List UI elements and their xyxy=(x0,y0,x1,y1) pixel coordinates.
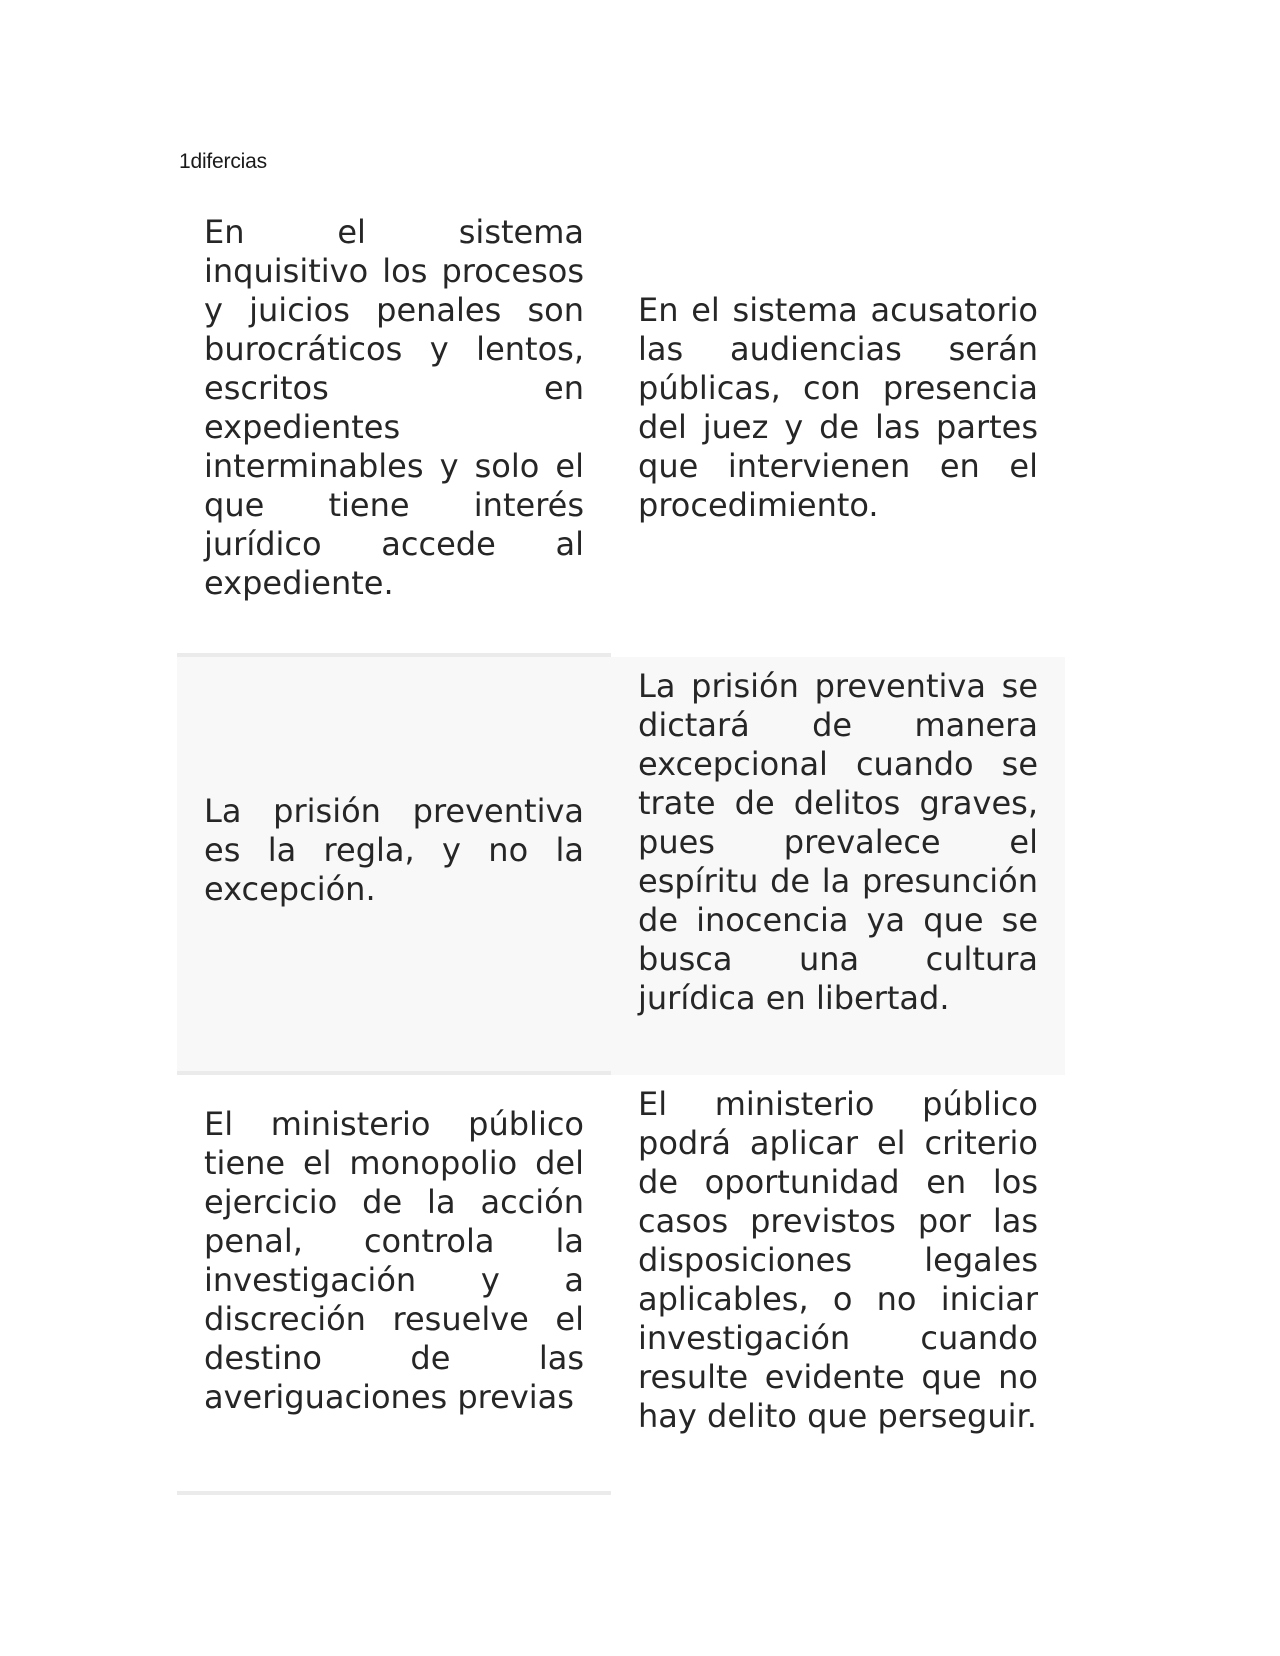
cell-text: En el sistema acusatorio las audiencias serán públicas, con presencia del juez y de las partes que intervienen en el procedimiento. xyxy=(638,291,1038,524)
cell-text: El ministerio público tiene el monopolio del ejercicio de la acción penal, controla la investigación y a discreción resuelve el destino de las averiguaciones previas xyxy=(204,1105,584,1416)
table-cell-accusatory xyxy=(611,205,1065,657)
cell-text: La prisión preventiva se dictará de manera excepcional cuando se trate de delitos graves, pues prevalece el espíritu de la presunción de inocencia ya que se busca una cultura jurídica en libertad. xyxy=(638,667,1038,1017)
cell-text: La prisión preventiva es la regla, y no la excepción. xyxy=(204,791,584,908)
comparison-table xyxy=(177,205,1065,1495)
table-cell-accusatory xyxy=(611,657,1065,1075)
document-title: 1difercias xyxy=(179,150,267,173)
table-cell-inquisitive xyxy=(177,1075,611,1495)
table-cell-accusatory xyxy=(611,1075,1065,1495)
table-row xyxy=(177,657,1065,1075)
cell-text: El ministerio público podrá aplicar el criterio de oportunidad en los casos previstos por las disposiciones legales aplicables, o no iniciar investigación cuando resulte evidente que no hay delito que perseguir. xyxy=(638,1085,1038,1435)
table-cell-inquisitive xyxy=(177,205,611,657)
table-cell-inquisitive xyxy=(177,657,611,1075)
cell-text: En el sistema inquisitivo los procesos y juicios penales son burocráticos y lentos, escritos en expedientes interminables y solo el que tiene interés jurídico accede al expediente. xyxy=(204,213,584,602)
table-row xyxy=(177,205,1065,657)
table-row xyxy=(177,1075,1065,1495)
